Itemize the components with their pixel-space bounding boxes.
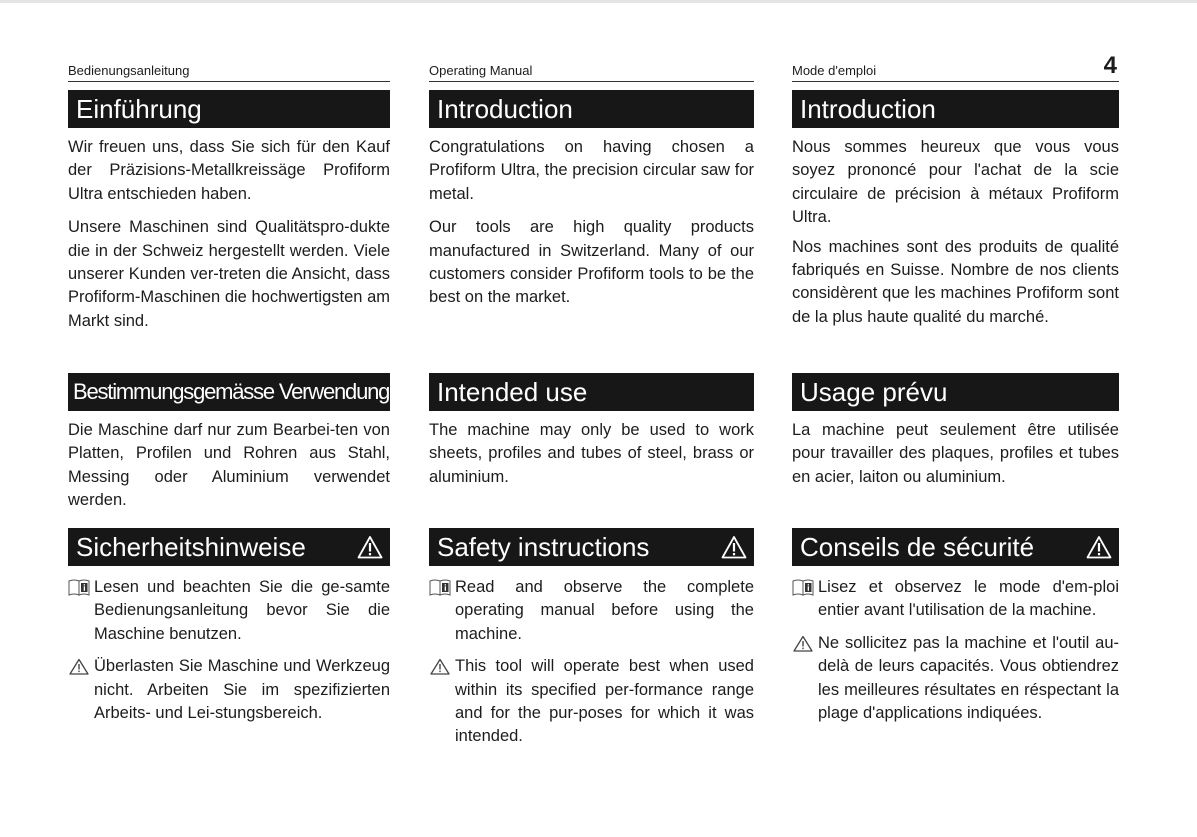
paragraph: Die Maschine darf nur zum Bearbei-ten von Platten, Profilen und Rohren aus Stahl, Messing oder Aluminium verwendet werden. bbox=[68, 421, 390, 510]
safety-item bbox=[792, 632, 1119, 726]
intended-use-section bbox=[429, 373, 754, 489]
safety-section bbox=[68, 528, 390, 725]
item-text: Ne sollicitez pas la machine et l'outil au-delà de leurs capacités. Vous obtiendrez les meilleures résultates en réspectant la plage d'applications indiquées. bbox=[818, 633, 1119, 723]
warning-triangle-icon bbox=[68, 658, 90, 675]
introduction-section bbox=[68, 90, 390, 333]
manual-info-icon bbox=[68, 579, 90, 596]
section-heading-bar bbox=[429, 528, 754, 566]
column-header: Operating Manual bbox=[429, 62, 754, 82]
safety-section bbox=[429, 528, 754, 749]
item-text: Lisez et observez le mode d'em-ploi entier avant l'utilisation de la machine. bbox=[818, 578, 1119, 620]
safety-item bbox=[68, 576, 390, 646]
page-top-edge bbox=[0, 0, 1197, 3]
item-text: Überlasten Sie Maschine und Werkzeug nicht. Arbeiten Sie im spezifizierten Arbeits- und Lei-stungsbereich. bbox=[94, 657, 390, 723]
item-text: Lesen und beachten Sie die ge-samte Bedienungsanleitung bevor Sie die Maschine benutzen. bbox=[94, 578, 390, 643]
page-number: 4 bbox=[1103, 52, 1117, 79]
section-heading-bar bbox=[792, 528, 1119, 566]
paragraph: Nous sommes heureux que vous vous soyez prononcé pour l'achat de la scie circulaire de précision à métaux Profiform Ultra. bbox=[792, 138, 1119, 227]
section-heading: Safety instructions bbox=[437, 532, 650, 562]
intended-use-section bbox=[792, 373, 1119, 489]
paragraph: Congratulations on having chosen a Profiform Ultra, the precision circular saw for metal. bbox=[429, 138, 754, 203]
section-heading: Usage prévu bbox=[792, 373, 1119, 411]
safety-item bbox=[429, 576, 754, 646]
warning-triangle-icon bbox=[792, 635, 814, 652]
column-header: Bedienungsanleitung bbox=[68, 62, 390, 82]
section-heading-bar bbox=[68, 528, 390, 566]
paragraph: Our tools are high quality products manufactured in Switzerland. Many of our customers consider Profiform tools to be the best on the market. bbox=[429, 218, 754, 307]
column-french bbox=[792, 52, 1119, 723]
warning-triangle-icon bbox=[721, 535, 747, 559]
warning-triangle-icon bbox=[1086, 535, 1112, 559]
safety-item bbox=[429, 655, 754, 749]
item-text: This tool will operate best when used within its specified per-formance range and for the pur-poses for which it was intended. bbox=[455, 657, 754, 746]
column-german bbox=[68, 62, 390, 723]
section-heading: Introduction bbox=[792, 90, 1119, 128]
section-heading: Sicherheitshinweise bbox=[76, 532, 306, 562]
paragraph: Nos machines sont des produits de qualité fabriqués en Suisse. Nombre de nos clients considèrent que les machines Profiform sont de la plus haute qualité du marché. bbox=[792, 237, 1119, 326]
section-heading: Einführung bbox=[68, 90, 390, 128]
warning-triangle-icon bbox=[429, 658, 451, 675]
warning-triangle-icon bbox=[357, 535, 383, 559]
manual-info-icon bbox=[792, 579, 814, 596]
paragraph: Unsere Maschinen sind Qualitätspro-dukte die in der Schweiz hergestellt werden. Viele unserer Kunden ver-treten die Ansicht, dass Profiform-Maschinen die hochwertigsten am Markt sind. bbox=[68, 218, 390, 330]
column-header bbox=[792, 52, 1119, 82]
paragraph: La machine peut seulement être utilisée pour travailler des plaques, profiles et tubes en acier, laiton ou aluminium. bbox=[792, 421, 1119, 486]
introduction-section bbox=[792, 90, 1119, 329]
paragraph: Wir freuen uns, dass Sie sich für den Kauf der Präzisions-Metallkreissäge Profiform Ultra entschieden haben. bbox=[68, 138, 390, 203]
safety-item bbox=[68, 655, 390, 725]
manual-info-icon bbox=[429, 579, 451, 596]
safety-section bbox=[792, 528, 1119, 725]
section-heading: Intended use bbox=[429, 373, 754, 411]
intended-use-section bbox=[68, 373, 390, 513]
column-english bbox=[429, 62, 754, 746]
section-heading: Introduction bbox=[429, 90, 754, 128]
paragraph: The machine may only be used to work sheets, profiles and tubes of steel, brass or aluminium. bbox=[429, 421, 754, 486]
safety-item bbox=[792, 576, 1119, 623]
section-heading: Bestimmungsgemässe Verwendung bbox=[68, 373, 390, 411]
item-text: Read and observe the complete operating manual before using the machine. bbox=[455, 578, 754, 643]
introduction-section bbox=[429, 90, 754, 310]
column-header-label: Mode d'emploi bbox=[792, 63, 877, 78]
section-heading: Conseils de sécurité bbox=[800, 532, 1035, 562]
